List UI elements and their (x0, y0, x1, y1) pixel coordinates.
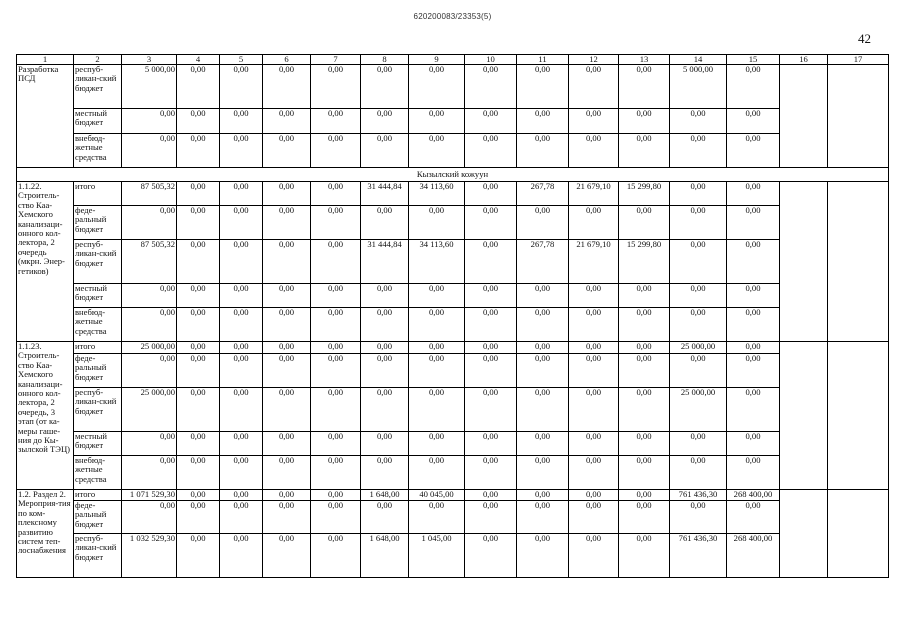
amount-cell: 0,00 (670, 501, 727, 534)
amount-cell: 0,00 (220, 240, 263, 284)
amount-cell: 0,00 (177, 308, 220, 342)
amount-cell: 0,00 (670, 240, 727, 284)
amount-cell: 0,00 (517, 206, 569, 240)
amount-cell: 0,00 (311, 206, 361, 240)
amount-cell: 0,00 (409, 388, 465, 432)
amount-cell: 0,00 (619, 109, 670, 134)
empty-cell (828, 65, 889, 168)
funding-source: респуб-ликан-ский бюджет (74, 240, 122, 284)
table-row (17, 284, 889, 308)
table-row (17, 490, 889, 501)
amount-cell: 0,00 (465, 388, 517, 432)
amount-cell: 0,00 (465, 534, 517, 578)
funding-source: местный бюджет (74, 109, 122, 134)
amount-cell: 0,00 (122, 284, 177, 308)
amount-cell: 0,00 (465, 354, 517, 388)
col-header: 4 (177, 55, 220, 65)
amount-cell: 0,00 (263, 308, 311, 342)
amount-cell: 0,00 (311, 490, 361, 501)
amount-cell: 0,00 (177, 109, 220, 134)
amount-cell: 5 000,00 (122, 65, 177, 109)
table-row (17, 354, 889, 388)
amount-cell: 15 299,80 (619, 240, 670, 284)
amount-cell: 0,00 (517, 456, 569, 490)
amount-cell: 0,00 (517, 501, 569, 534)
amount-cell: 0,00 (177, 182, 220, 206)
amount-cell: 0,00 (727, 109, 780, 134)
amount-cell: 0,00 (361, 501, 409, 534)
col-header: 8 (361, 55, 409, 65)
amount-cell: 0,00 (311, 501, 361, 534)
amount-cell: 0,00 (727, 240, 780, 284)
amount-cell: 0,00 (263, 206, 311, 240)
amount-cell: 0,00 (220, 182, 263, 206)
amount-cell: 0,00 (263, 490, 311, 501)
amount-cell: 0,00 (122, 134, 177, 168)
amount-cell: 0,00 (177, 534, 220, 578)
col-header: 13 (619, 55, 670, 65)
col-header: 17 (828, 55, 889, 65)
table-row (17, 534, 889, 578)
amount-cell: 0,00 (517, 308, 569, 342)
amount-cell: 0,00 (220, 456, 263, 490)
amount-cell: 87 505,32 (122, 240, 177, 284)
measure-name: Разработка ПСД (17, 65, 74, 168)
amount-cell: 0,00 (263, 109, 311, 134)
amount-cell: 0,00 (569, 490, 619, 501)
amount-cell: 0,00 (517, 490, 569, 501)
amount-cell: 0,00 (220, 534, 263, 578)
amount-cell: 0,00 (122, 432, 177, 456)
amount-cell: 34 113,60 (409, 240, 465, 284)
amount-cell: 5 000,00 (670, 65, 727, 109)
amount-cell: 0,00 (177, 456, 220, 490)
amount-cell: 0,00 (311, 109, 361, 134)
funding-source: респуб-ликан-ский бюджет (74, 388, 122, 432)
table-row (17, 342, 889, 354)
amount-cell: 0,00 (177, 206, 220, 240)
amount-cell: 1 045,00 (409, 534, 465, 578)
amount-cell: 0,00 (517, 354, 569, 388)
amount-cell: 21 679,10 (569, 240, 619, 284)
amount-cell: 0,00 (727, 134, 780, 168)
table-row (17, 308, 889, 342)
amount-cell: 0,00 (361, 354, 409, 388)
amount-cell: 0,00 (361, 284, 409, 308)
amount-cell: 0,00 (311, 134, 361, 168)
amount-cell: 0,00 (311, 308, 361, 342)
amount-cell: 0,00 (263, 342, 311, 354)
amount-cell: 0,00 (311, 342, 361, 354)
amount-cell: 0,00 (727, 456, 780, 490)
amount-cell: 0,00 (311, 354, 361, 388)
amount-cell: 0,00 (263, 456, 311, 490)
empty-cell (828, 342, 889, 490)
amount-cell: 0,00 (263, 284, 311, 308)
col-header: 5 (220, 55, 263, 65)
amount-cell: 0,00 (263, 354, 311, 388)
funding-source: внебюд-жетные средства (74, 308, 122, 342)
amount-cell: 0,00 (409, 342, 465, 354)
amount-cell: 0,00 (670, 354, 727, 388)
funding-source: внебюд-жетные средства (74, 134, 122, 168)
amount-cell: 0,00 (727, 501, 780, 534)
amount-cell: 0,00 (569, 342, 619, 354)
amount-cell: 15 299,80 (619, 182, 670, 206)
amount-cell: 0,00 (619, 308, 670, 342)
amount-cell: 0,00 (409, 109, 465, 134)
amount-cell: 0,00 (122, 109, 177, 134)
amount-cell: 0,00 (569, 109, 619, 134)
amount-cell: 0,00 (670, 182, 727, 206)
amount-cell: 0,00 (263, 240, 311, 284)
amount-cell: 0,00 (465, 182, 517, 206)
amount-cell: 268 400,00 (727, 534, 780, 578)
amount-cell: 1 648,00 (361, 490, 409, 501)
amount-cell: 1 071 529,30 (122, 490, 177, 501)
amount-cell: 0,00 (409, 456, 465, 490)
amount-cell: 25 000,00 (122, 342, 177, 354)
table-row (17, 501, 889, 534)
amount-cell: 0,00 (220, 134, 263, 168)
amount-cell: 0,00 (177, 432, 220, 456)
amount-cell: 0,00 (263, 432, 311, 456)
amount-cell: 0,00 (263, 182, 311, 206)
amount-cell: 0,00 (263, 501, 311, 534)
amount-cell: 0,00 (465, 284, 517, 308)
amount-cell: 0,00 (263, 65, 311, 109)
amount-cell: 0,00 (220, 342, 263, 354)
amount-cell: 0,00 (361, 388, 409, 432)
amount-cell: 0,00 (670, 432, 727, 456)
col-header: 3 (122, 55, 177, 65)
amount-cell: 0,00 (177, 490, 220, 501)
col-header: 7 (311, 55, 361, 65)
amount-cell: 0,00 (727, 308, 780, 342)
amount-cell: 0,00 (263, 534, 311, 578)
amount-cell: 0,00 (670, 109, 727, 134)
amount-cell: 0,00 (465, 456, 517, 490)
amount-cell: 25 000,00 (122, 388, 177, 432)
table-row (17, 134, 889, 168)
amount-cell: 0,00 (727, 206, 780, 240)
funding-source: итого (74, 342, 122, 354)
amount-cell: 0,00 (465, 342, 517, 354)
amount-cell: 0,00 (465, 109, 517, 134)
amount-cell: 0,00 (311, 456, 361, 490)
amount-cell: 0,00 (619, 456, 670, 490)
amount-cell: 0,00 (727, 284, 780, 308)
amount-cell: 0,00 (311, 432, 361, 456)
amount-cell: 87 505,32 (122, 182, 177, 206)
amount-cell: 0,00 (670, 456, 727, 490)
amount-cell: 0,00 (361, 134, 409, 168)
amount-cell: 0,00 (670, 308, 727, 342)
amount-cell: 0,00 (122, 501, 177, 534)
funding-source: феде-ральный бюджет (74, 206, 122, 240)
amount-cell: 0,00 (311, 240, 361, 284)
col-header: 1 (17, 55, 74, 65)
amount-cell: 0,00 (220, 388, 263, 432)
amount-cell: 761 436,30 (670, 534, 727, 578)
col-header: 6 (263, 55, 311, 65)
amount-cell: 0,00 (727, 65, 780, 109)
amount-cell: 267,78 (517, 182, 569, 206)
empty-cell (780, 65, 828, 168)
empty-cell (828, 490, 889, 578)
amount-cell: 0,00 (409, 65, 465, 109)
section-row (17, 168, 889, 182)
document-id: 620200083/23353(5) (413, 12, 492, 21)
amount-cell: 0,00 (619, 534, 670, 578)
amount-cell: 0,00 (220, 501, 263, 534)
table-row (17, 240, 889, 284)
amount-cell: 0,00 (569, 432, 619, 456)
amount-cell: 0,00 (220, 490, 263, 501)
amount-cell: 0,00 (465, 240, 517, 284)
amount-cell: 0,00 (220, 206, 263, 240)
amount-cell: 0,00 (122, 206, 177, 240)
amount-cell: 0,00 (220, 284, 263, 308)
amount-cell: 0,00 (619, 206, 670, 240)
col-header: 12 (569, 55, 619, 65)
amount-cell: 0,00 (465, 65, 517, 109)
amount-cell: 0,00 (220, 354, 263, 388)
funding-source: итого (74, 182, 122, 206)
amount-cell: 0,00 (177, 501, 220, 534)
amount-cell: 0,00 (727, 388, 780, 432)
amount-cell: 0,00 (619, 354, 670, 388)
amount-cell: 0,00 (727, 342, 780, 354)
amount-cell: 0,00 (361, 308, 409, 342)
col-header: 15 (727, 55, 780, 65)
amount-cell: 0,00 (569, 65, 619, 109)
amount-cell: 0,00 (263, 388, 311, 432)
empty-cell (780, 182, 828, 342)
amount-cell: 0,00 (619, 342, 670, 354)
amount-cell: 0,00 (569, 206, 619, 240)
amount-cell: 0,00 (727, 354, 780, 388)
amount-cell: 0,00 (220, 308, 263, 342)
amount-cell: 0,00 (517, 109, 569, 134)
amount-cell: 25 000,00 (670, 388, 727, 432)
amount-cell: 0,00 (177, 342, 220, 354)
amount-cell: 1 032 529,30 (122, 534, 177, 578)
amount-cell: 0,00 (361, 206, 409, 240)
measure-name: 1.1.23. Строитель-ство Каа-Хемского канализаци-онного кол-лектора, 2 очередь, 3 этап (от ка-меры гаше-ния до Кы-зылской ТЭЦ) (17, 342, 74, 490)
amount-cell: 0,00 (619, 65, 670, 109)
amount-cell: 0,00 (569, 308, 619, 342)
amount-cell: 267,78 (517, 240, 569, 284)
table-row (17, 206, 889, 240)
amount-cell: 0,00 (517, 432, 569, 456)
amount-cell: 0,00 (569, 456, 619, 490)
amount-cell: 0,00 (517, 284, 569, 308)
amount-cell: 31 444,84 (361, 182, 409, 206)
amount-cell: 0,00 (465, 206, 517, 240)
amount-cell: 0,00 (569, 284, 619, 308)
amount-cell: 0,00 (465, 490, 517, 501)
funding-source: феде-ральный бюджет (74, 354, 122, 388)
amount-cell: 0,00 (177, 284, 220, 308)
table-row (17, 456, 889, 490)
amount-cell: 0,00 (177, 65, 220, 109)
amount-cell: 0,00 (177, 134, 220, 168)
amount-cell: 0,00 (670, 134, 727, 168)
amount-cell: 0,00 (263, 134, 311, 168)
funding-source: внебюд-жетные средства (74, 456, 122, 490)
amount-cell: 0,00 (177, 240, 220, 284)
amount-cell: 0,00 (311, 534, 361, 578)
funding-source: феде-ральный бюджет (74, 501, 122, 534)
amount-cell: 0,00 (727, 432, 780, 456)
amount-cell: 0,00 (409, 432, 465, 456)
amount-cell: 761 436,30 (670, 490, 727, 501)
col-header: 9 (409, 55, 465, 65)
table-row (17, 182, 889, 206)
amount-cell: 0,00 (361, 65, 409, 109)
table-row (17, 109, 889, 134)
amount-cell: 1 648,00 (361, 534, 409, 578)
amount-cell: 0,00 (409, 206, 465, 240)
amount-cell: 0,00 (619, 134, 670, 168)
amount-cell: 0,00 (517, 388, 569, 432)
amount-cell: 0,00 (569, 134, 619, 168)
amount-cell: 34 113,60 (409, 182, 465, 206)
amount-cell: 0,00 (409, 284, 465, 308)
amount-cell: 0,00 (619, 284, 670, 308)
amount-cell: 0,00 (465, 134, 517, 168)
amount-cell: 0,00 (311, 65, 361, 109)
amount-cell: 0,00 (670, 284, 727, 308)
amount-cell: 0,00 (177, 354, 220, 388)
amount-cell: 0,00 (361, 109, 409, 134)
amount-cell: 0,00 (361, 432, 409, 456)
amount-cell: 0,00 (122, 354, 177, 388)
amount-cell: 40 045,00 (409, 490, 465, 501)
amount-cell: 0,00 (361, 456, 409, 490)
table-row (17, 65, 889, 109)
amount-cell: 0,00 (517, 342, 569, 354)
amount-cell: 0,00 (311, 182, 361, 206)
column-number-row (17, 55, 889, 65)
amount-cell: 0,00 (220, 65, 263, 109)
table-row (17, 432, 889, 456)
amount-cell: 0,00 (517, 134, 569, 168)
amount-cell: 0,00 (670, 206, 727, 240)
amount-cell: 0,00 (619, 432, 670, 456)
col-header: 11 (517, 55, 569, 65)
col-header: 16 (780, 55, 828, 65)
page-number: 42 (858, 31, 871, 46)
amount-cell: 0,00 (569, 388, 619, 432)
amount-cell: 0,00 (220, 109, 263, 134)
amount-cell: 0,00 (409, 354, 465, 388)
amount-cell: 0,00 (177, 388, 220, 432)
amount-cell: 0,00 (727, 182, 780, 206)
amount-cell: 0,00 (517, 534, 569, 578)
amount-cell: 21 679,10 (569, 182, 619, 206)
amount-cell: 0,00 (409, 134, 465, 168)
section-label: Кызылский кожуун (17, 168, 889, 182)
amount-cell: 0,00 (569, 501, 619, 534)
amount-cell: 0,00 (465, 432, 517, 456)
amount-cell: 0,00 (517, 65, 569, 109)
empty-cell (828, 182, 889, 342)
amount-cell: 0,00 (409, 501, 465, 534)
amount-cell: 0,00 (361, 342, 409, 354)
amount-cell: 0,00 (122, 456, 177, 490)
empty-cell (780, 342, 828, 490)
amount-cell: 0,00 (311, 388, 361, 432)
col-header: 10 (465, 55, 517, 65)
amount-cell: 0,00 (569, 354, 619, 388)
amount-cell: 268 400,00 (727, 490, 780, 501)
amount-cell: 25 000,00 (670, 342, 727, 354)
amount-cell: 0,00 (619, 490, 670, 501)
budget-table (16, 54, 889, 578)
amount-cell: 0,00 (619, 388, 670, 432)
funding-source: респуб-ликан-ский бюджет (74, 65, 122, 109)
empty-cell (780, 490, 828, 578)
measure-name: 1.2. Раздел 2. Мероприя-тия по ком-плексному развитию систем теп-лоснабжения (17, 490, 74, 578)
amount-cell: 0,00 (220, 432, 263, 456)
amount-cell: 0,00 (465, 308, 517, 342)
col-header: 14 (670, 55, 727, 65)
amount-cell: 0,00 (465, 501, 517, 534)
funding-source: местный бюджет (74, 284, 122, 308)
measure-name: 1.1.22. Строитель-ство Каа-Хемского канализаци-онного кол-лектора, 2 очередь (мкрн. Энер-гетиков) (17, 182, 74, 342)
amount-cell: 0,00 (409, 308, 465, 342)
amount-cell: 0,00 (311, 284, 361, 308)
funding-source: итого (74, 490, 122, 501)
funding-source: респуб-ликан-ский бюджет (74, 534, 122, 578)
amount-cell: 31 444,84 (361, 240, 409, 284)
amount-cell: 0,00 (122, 308, 177, 342)
funding-source: местный бюджет (74, 432, 122, 456)
amount-cell: 0,00 (569, 534, 619, 578)
table-row (17, 388, 889, 432)
amount-cell: 0,00 (619, 501, 670, 534)
col-header: 2 (74, 55, 122, 65)
